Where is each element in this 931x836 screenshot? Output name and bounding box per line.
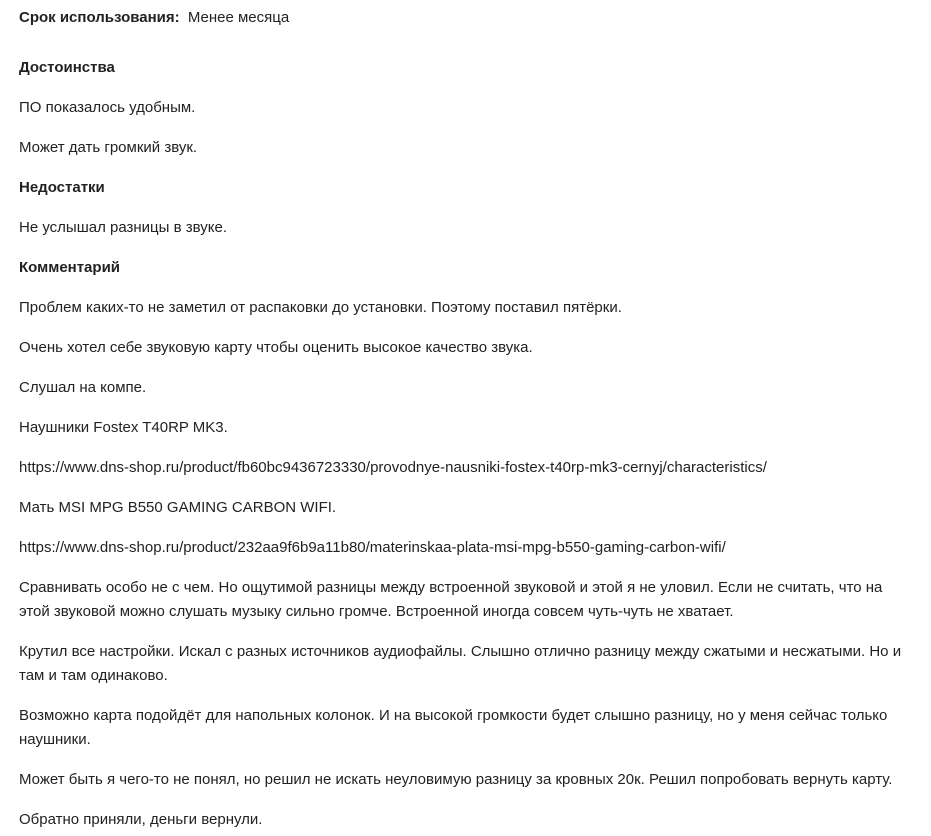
usage-period — [19, 8, 914, 28]
pros-title: Достоинства — [19, 59, 115, 76]
comment-paragraph: Проблем каких-то не заметил от распаковки до установки. Поэтому поставил пятёрки. — [19, 299, 622, 316]
pros-paragraph: ПО показалось удобным. — [19, 99, 196, 116]
comment-paragraph: Очень хотел себе звуковую карту чтобы оценить высокое качество звука. — [19, 339, 533, 356]
comment-link-headphones: https://www.dns-shop.ru/product/fb60bc9436723330/provodnye-nausniki-fostex-t40rp-mk3-cernyj/characteristics/ — [19, 459, 767, 476]
comment-paragraph: Слушал на компе. — [19, 379, 147, 396]
comment-paragraph: Наушники Fostex T40RP MK3. — [19, 419, 228, 436]
comment-paragraph: Крутил все настройки. Искал с разных источников аудиофайлы. Слышно отлично разницу между сжатыми и несжатыми. Но и там и там одинаково. — [19, 643, 902, 684]
cons-title: Недостатки — [19, 179, 105, 196]
pros-paragraph: Может дать громкий звук. — [19, 139, 198, 156]
comment-paragraph: Сравнивать особо не с чем. Но ощутимой разницы между встроенной звуковой и этой я не уловил. Если не считать, что на этой звуковой можно слушать музыку сильно громче. Встроенной иногда совсем чуть-чуть не хватает. — [19, 579, 883, 620]
comment-paragraph: Может быть я чего-то не понял, но решил не искать неуловимую разницу за кровных 20к. Решил попробовать вернуть карту. — [19, 771, 893, 788]
usage-period-label: Срок использования: — [19, 9, 180, 26]
comment-link-motherboard: https://www.dns-shop.ru/product/232aa9f6b9a11b80/materinskaa-plata-msi-mpg-b550-gaming-carbon-wifi/ — [19, 539, 726, 556]
review-body — [19, 0, 914, 832]
usage-period-value: Менее месяца — [187, 9, 290, 26]
comment-title: Комментарий — [19, 259, 121, 276]
cons-paragraph: Не услышал разницы в звуке. — [19, 219, 227, 236]
comment-paragraph: Обратно приняли, деньги вернули. — [19, 811, 263, 828]
comment-paragraph: Возможно карта подойдёт для напольных колонок. И на высокой громкости будет слышно разницу, но у меня сейчас только наушники. — [19, 707, 888, 748]
comment-paragraph: Мать MSI MPG B550 GAMING CARBON WIFI. — [19, 499, 337, 516]
